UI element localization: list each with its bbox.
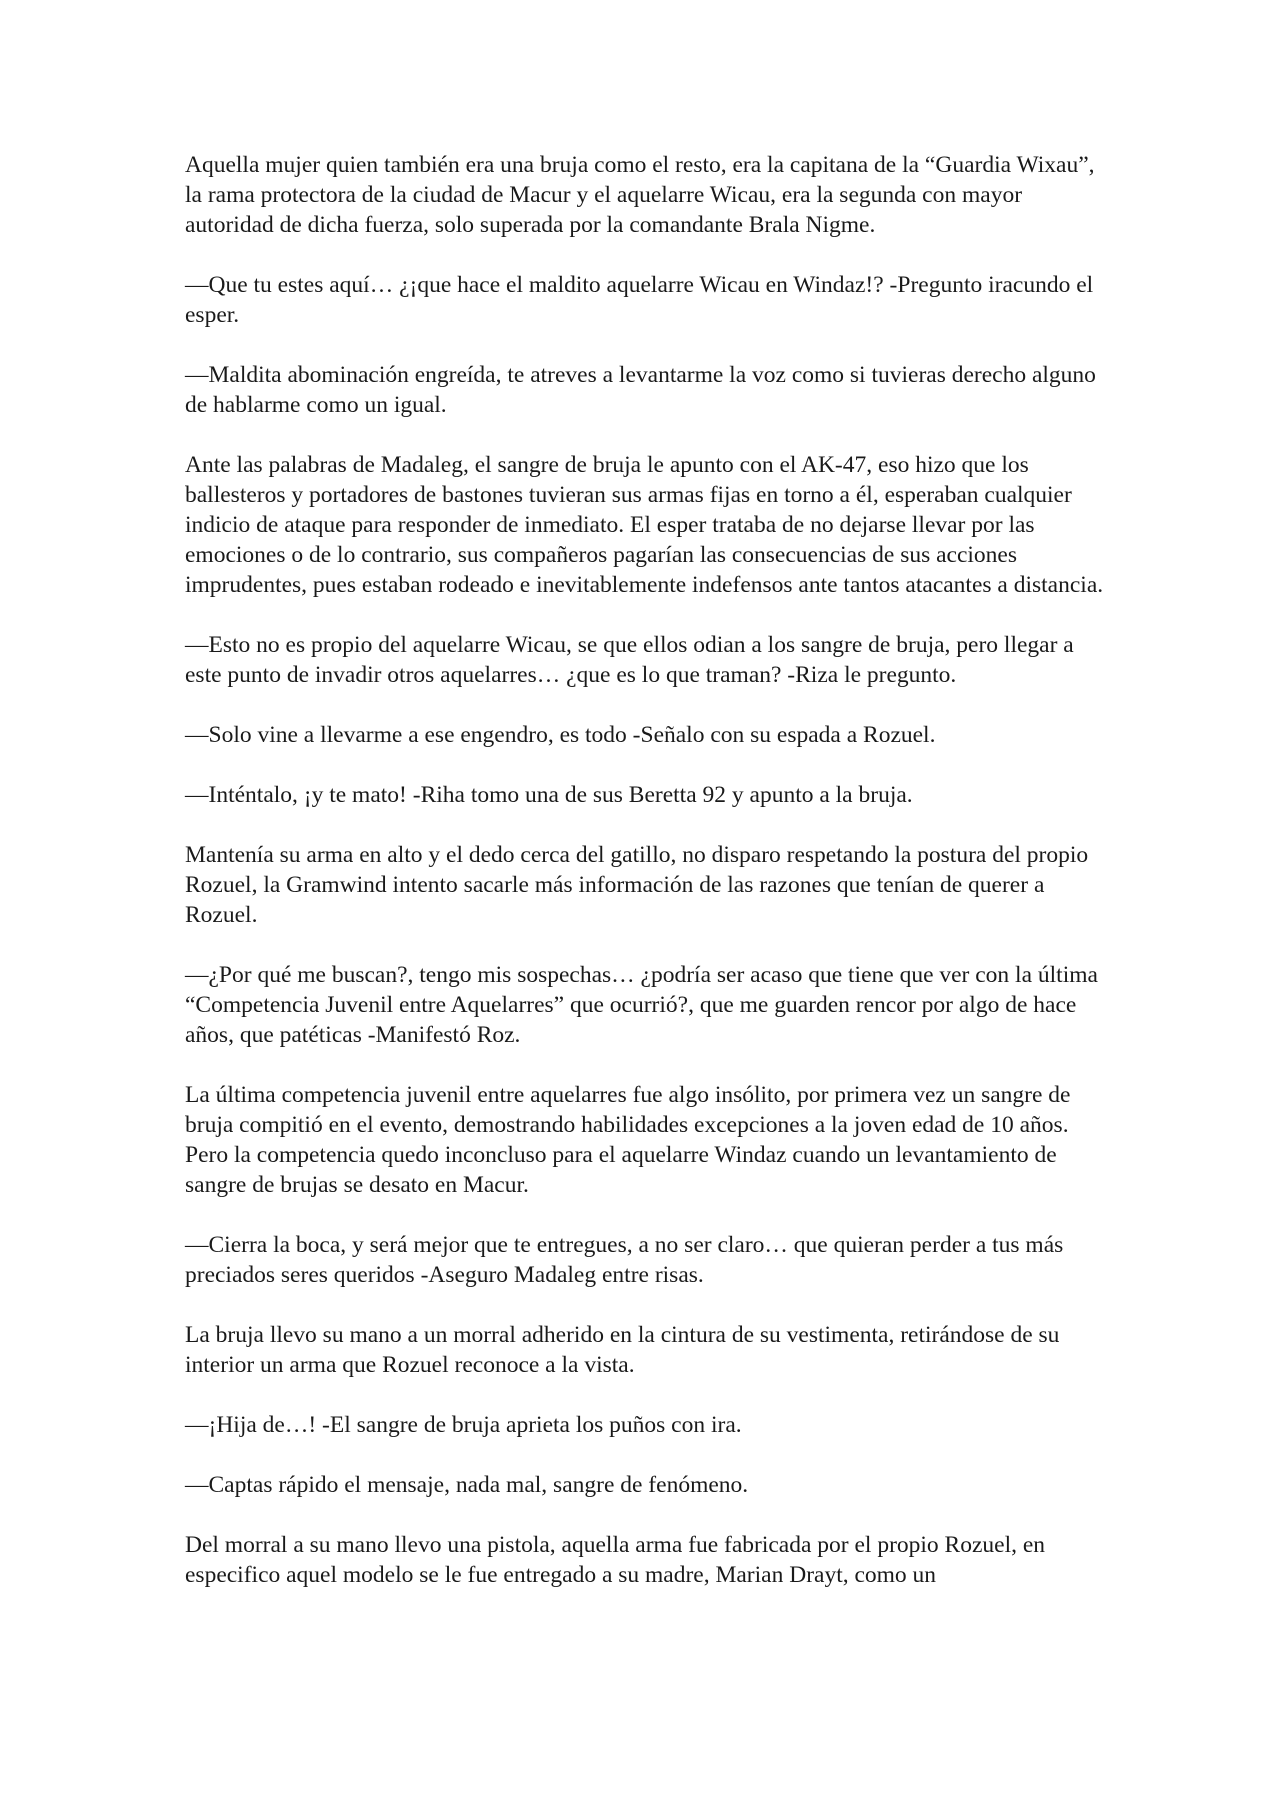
paragraph: Ante las palabras de Madaleg, el sangre de bruja le apunto con el AK-47, eso hizo que los ballesteros y portadores de bastones tuvieran sus armas fijas en torno a él, esperaban cualquier indicio de ataque para responder de inmediato. El esper trataba de no dejarse llevar por las emociones o de lo contrario, sus compañeros pagarían las consecuencias de sus acciones imprudentes, pues estaban rodeado e inevitablemente indefensos ante tantos atacantes a distancia. [185, 452, 1104, 598]
paragraph: La bruja llevo su mano a un morral adherido en la cintura de su vestimenta, retirándose de su interior un arma que Rozuel reconoce a la vista. [185, 1322, 1060, 1378]
paragraph: —Captas rápido el mensaje, nada mal, sangre de fenómeno. [185, 1472, 749, 1498]
paragraph: —Cierra la boca, y será mejor que te entregues, a no ser claro… que quieran perder a tus más preciados seres queridos -Aseguro Madaleg entre risas. [185, 1232, 1064, 1288]
paragraph: —¿Por qué me buscan?, tengo mis sospechas… ¿podría ser acaso que tiene que ver con la última “Competencia Juvenil entre Aquelarres” que ocurrió?, que me guarden rencor por algo de hace años, que patéticas -Manifestó Roz. [185, 962, 1098, 1048]
paragraph: —Maldita abominación engreída, te atreves a levantarme la voz como si tuvieras derecho alguno de hablarme como un igual. [185, 362, 1096, 418]
paragraph: —¡Hija de…! -El sangre de bruja aprieta los puños con ira. [185, 1412, 742, 1438]
paragraph: Mantenía su arma en alto y el dedo cerca del gatillo, no disparo respetando la postura del propio Rozuel, la Gramwind intento sacarle más información de las razones que tenían de querer a Rozuel. [185, 842, 1089, 928]
paragraph: —Inténtalo, ¡y te mato! -Riha tomo una de sus Beretta 92 y apunto a la bruja. [185, 782, 913, 808]
paragraph: La última competencia juvenil entre aquelarres fue algo insólito, por primera vez un sangre de bruja compitió en el evento, demostrando habilidades excepciones a la joven edad de 10 años. Pero la competencia quedo inconcluso para el aquelarre Windaz cuando un levantamiento de sangre de brujas se desato en Macur. [185, 1082, 1071, 1198]
paragraph: —Que tu estes aquí… ¿¡que hace el maldito aquelarre Wicau en Windaz!? -Pregunto iracundo el esper. [185, 272, 1094, 328]
document-page [185, 150, 1110, 1590]
paragraph: Del morral a su mano llevo una pistola, aquella arma fue fabricada por el propio Rozuel, en especifico aquel modelo se le fue entregado a su madre, Marian Drayt, como un [185, 1532, 1046, 1588]
paragraph: —Solo vine a llevarme a ese engendro, es todo -Señalo con su espada a Rozuel. [185, 722, 936, 748]
paragraph: Aquella mujer quien también era una bruja como el resto, era la capitana de la “Guardia Wixau”, la rama protectora de la ciudad de Macur y el aquelarre Wicau, era la segunda con mayor autoridad de dicha fuerza, solo superada por la comandante Brala Nigme. [185, 152, 1095, 238]
paragraph: —Esto no es propio del aquelarre Wicau, se que ellos odian a los sangre de bruja, pero llegar a este punto de invadir otros aquelarres… ¿que es lo que traman? -Riza le pregunto. [185, 632, 1074, 688]
